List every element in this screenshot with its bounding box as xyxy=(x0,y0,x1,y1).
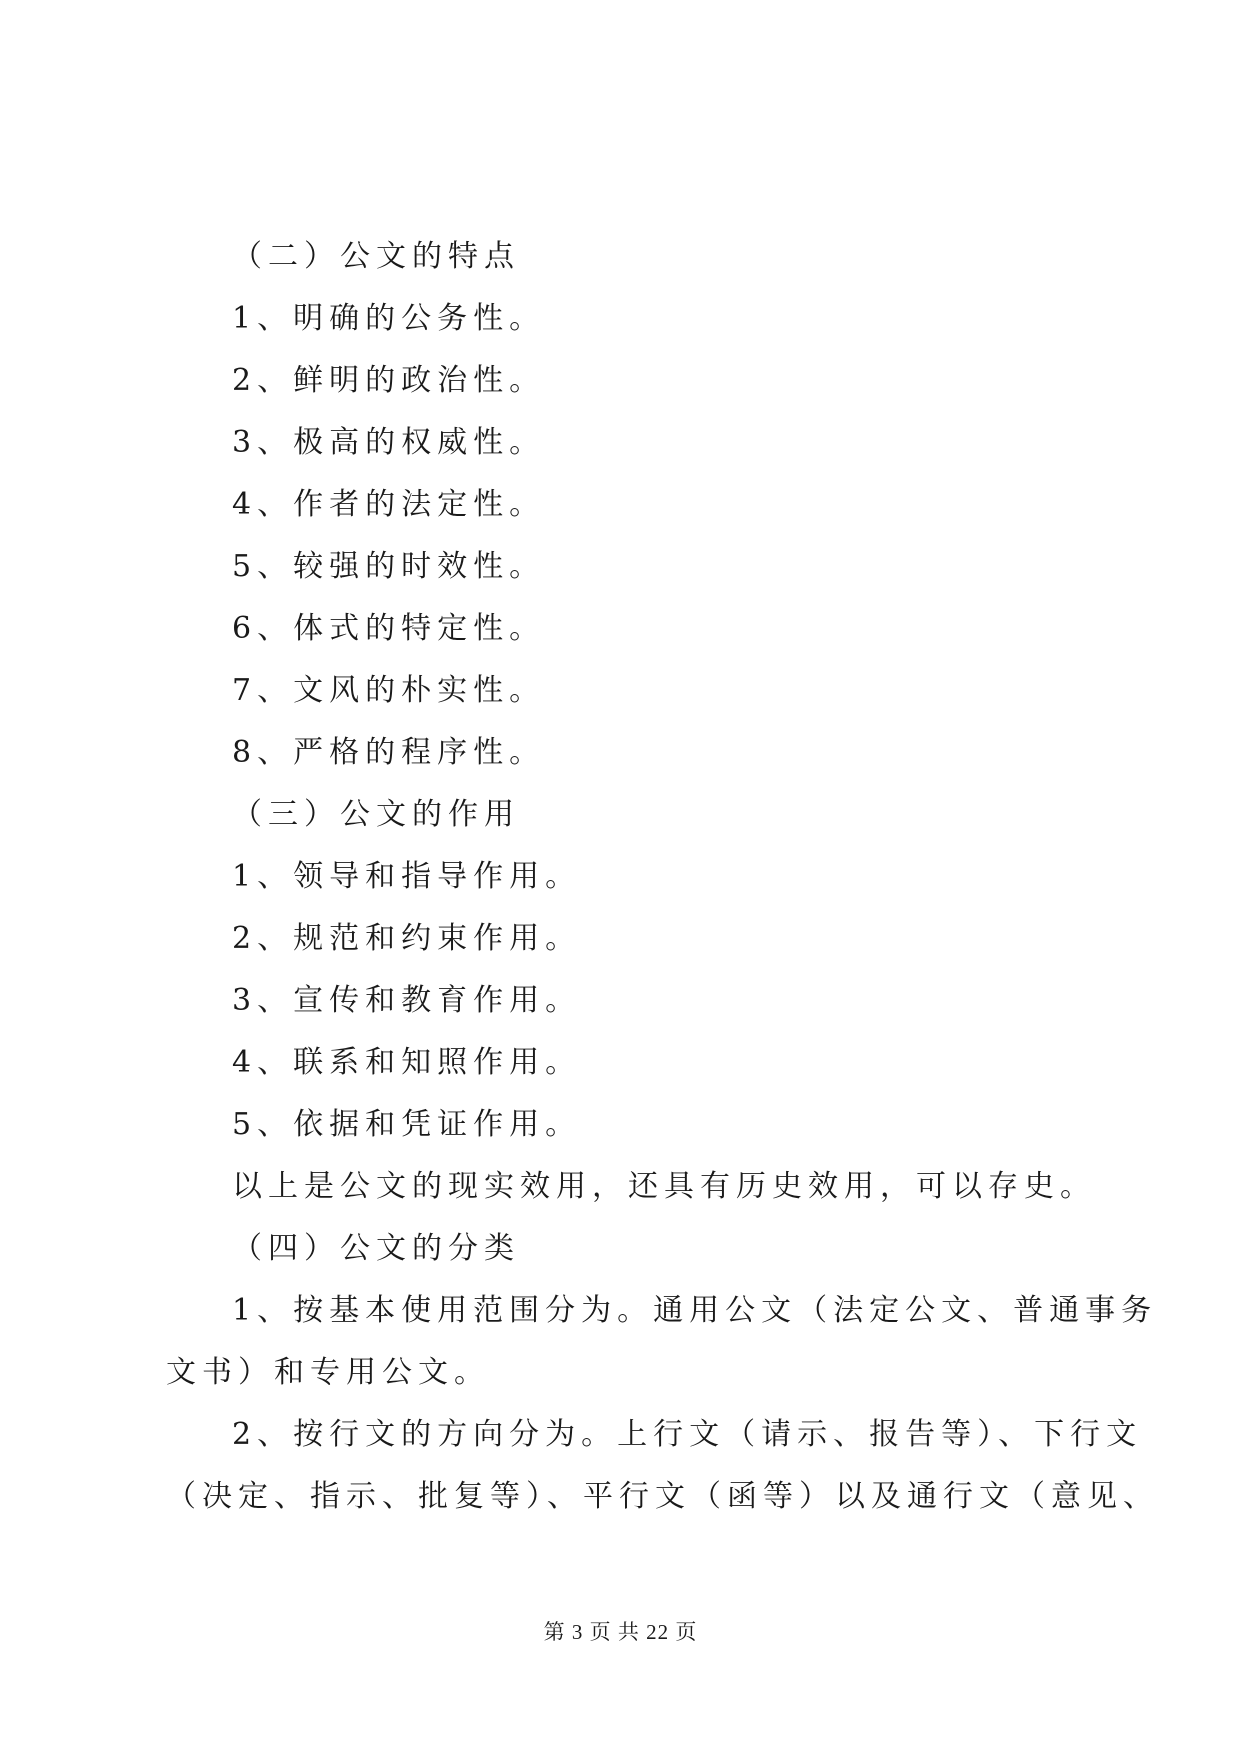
page-number-footer: 第 3 页 共 22 页 xyxy=(543,1620,698,1644)
paragraph-line: 文书）和专用公文。 xyxy=(166,1355,490,1390)
section-heading-features: （二）公文的特点 xyxy=(232,239,520,274)
paragraph-line: 8、严格的程序性。 xyxy=(232,735,546,770)
paragraph-line: 2、鲜明的政治性。 xyxy=(232,363,546,398)
paragraph-line: 4、作者的法定性。 xyxy=(232,487,546,522)
paragraph-line: 3、宣传和教育作用。 xyxy=(232,983,582,1018)
paragraph-line: 6、体式的特定性。 xyxy=(232,611,546,646)
paragraph-line: （决定、指示、批复等）、平行文（函等）以及通行文（意见、 xyxy=(166,1479,1159,1514)
paragraph-line: 5、依据和凭证作用。 xyxy=(232,1107,582,1142)
section-heading-functions: （三）公文的作用 xyxy=(232,797,520,832)
paragraph-line: 5、较强的时效性。 xyxy=(232,549,546,584)
paragraph-line: 4、联系和知照作用。 xyxy=(232,1045,582,1080)
paragraph-line: 1、按基本使用范围分为。通用公文（法定公文、普通事务 xyxy=(232,1293,1158,1328)
section-heading-classification: （四）公文的分类 xyxy=(232,1231,520,1266)
paragraph-line: 7、文风的朴实性。 xyxy=(232,673,546,708)
paragraph-line: 2、规范和约束作用。 xyxy=(232,921,582,956)
paragraph-line: 以上是公文的现实效用，还具有历史效用，可以存史。 xyxy=(232,1169,1096,1204)
paragraph-line: 1、明确的公务性。 xyxy=(232,301,546,336)
paragraph-line: 1、领导和指导作用。 xyxy=(232,859,582,894)
paragraph-line: 2、按行文的方向分为。上行文（请示、报告等）、下行文 xyxy=(232,1417,1143,1452)
paragraph-line: 3、极高的权威性。 xyxy=(232,425,546,460)
